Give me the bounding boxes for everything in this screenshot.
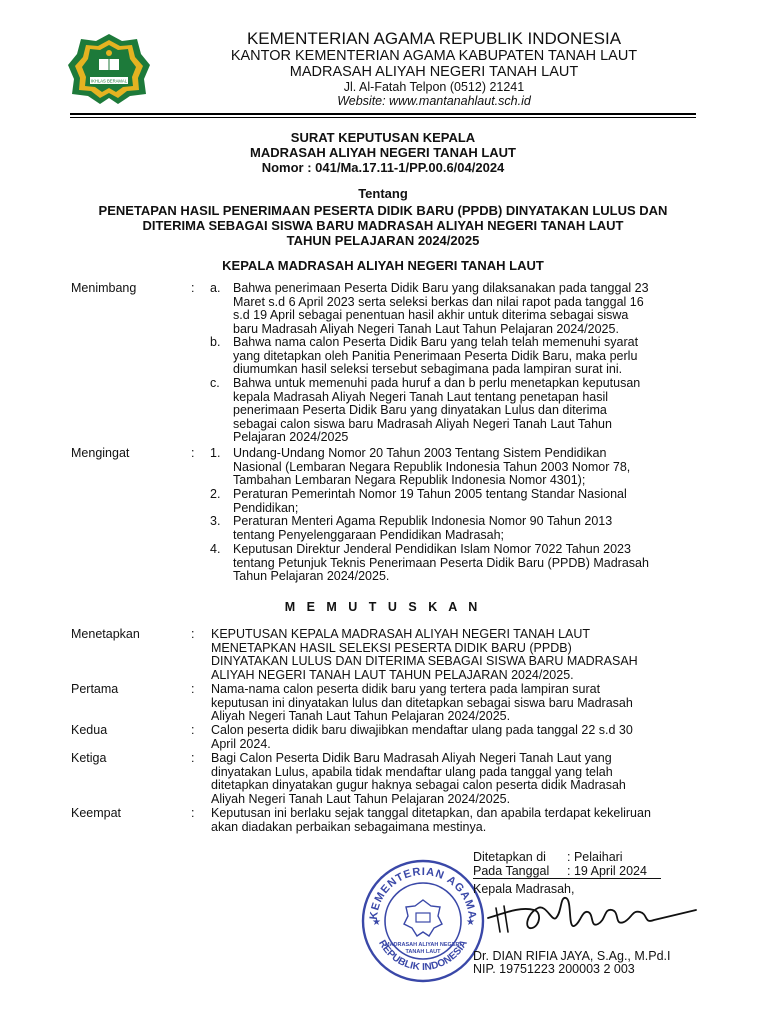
body-line: Maret s.d 6 April 2023 serta seleksi berkas dan nilai rapot pada tanggal 16	[233, 294, 644, 309]
stamp-inner-text-1: MADRASAH ALIYAH NEGERI	[385, 942, 461, 948]
body-line: penerimaan Peserta Didik Baru yang dinyatakan Lulus dan diterima	[233, 403, 607, 417]
letterhead-website: Website: www.mantanahlaut.sch.id	[337, 94, 531, 108]
colon: :	[191, 751, 195, 765]
body-line: keputusan ini dinyatakan lulus dan ditetapkan sebagai siswa baru Madrasah	[211, 695, 633, 710]
body-line: Calon peserta didik baru diwajibkan mendaftar ulang pada tanggal 22 s.d 30	[211, 723, 633, 737]
body-line: Bagi Calon Peserta Didik Baru Madrasah Aliyah Negeri Tanah Laut yang	[211, 751, 612, 765]
decision-label: Kedua	[71, 723, 108, 737]
item-marker: b.	[210, 335, 221, 349]
body-line: Nasional (Lembaran Negara Republik Indonesia Tahun 2003 Nomor 78,	[233, 459, 631, 474]
place-value: : Pelaihari	[567, 850, 623, 864]
issuing-authority: KEPALA MADRASAH ALIYAH NEGERI TANAH LAUT	[222, 258, 544, 273]
stamp-top-text: KEMENTERIAN AGAMA	[367, 865, 479, 921]
colon: :	[191, 281, 195, 295]
item-marker: 2.	[210, 487, 221, 501]
place-label: Ditetapkan di	[473, 850, 546, 864]
body-line: ALIYAH NEGERI TANAH LAUT TAHUN PELAJARAN 2024/2025.	[211, 667, 574, 682]
decree-title: SURAT KEPUTUSAN KEPALA	[290, 130, 476, 145]
body-line: diumumkan hasil seleksi tersebut sebagimana pada lampiran surat ini.	[233, 362, 623, 376]
colon: :	[191, 627, 195, 641]
body-line: Pelajaran 2024/2025	[233, 430, 349, 444]
subject-line-1: PENETAPAN HASIL PENERIMAAN PESERTA DIDIK BARU (PPDB) DINYATAKAN LULUS DAN	[98, 203, 668, 218]
body-line: Peraturan Menteri Agama Republik Indonesia Nomor 90 Tahun 2013	[233, 514, 613, 528]
decision-label: Pertama	[71, 682, 119, 696]
body-line: dinyatakan Lulus, apabila tidak mendaftar ulang pada tanggal yang telah	[211, 764, 613, 779]
decision-label: Ketiga	[71, 751, 107, 765]
body-line: MENETAPKAN HASIL SELEKSI PESERTA DIDIK BARU (PPDB)	[211, 640, 572, 655]
body-line: tentang Penyelenggaraan Pendidikan Madrasah;	[233, 527, 505, 542]
letterhead-address: Jl. Al-Fatah Telpon (0512) 21241	[343, 80, 525, 94]
body-line: DINYATAKAN LULUS DAN DITERIMA SEBAGAI SISWA BARU MADRASAH	[211, 654, 638, 668]
date-label: Pada Tanggal	[473, 864, 550, 878]
letterhead-school: MADRASAH ALIYAH NEGERI TANAH LAUT	[289, 64, 579, 80]
letterhead-office: KANTOR KEMENTERIAN AGAMA KABUPATEN TANAH LAUT	[230, 48, 638, 64]
stamp-inner-text-2: TANAH LAUT	[405, 949, 441, 955]
signer-position: Kepala Madrasah,	[473, 882, 575, 896]
letterhead-rule-thick	[70, 113, 696, 115]
item-marker: 3.	[210, 514, 221, 528]
body-line: Nama-nama calon peserta didik baru yang tertera pada lampiran surat	[211, 682, 601, 696]
stamp-star-left: ★	[372, 917, 381, 928]
signer-nip: NIP. 19751223 200003 2 003	[473, 962, 635, 976]
item-marker: 4.	[210, 542, 221, 556]
logo-motto: IKHLAS BERAMAL	[90, 78, 128, 84]
body-line: tentang Petunjuk Teknis Penerimaan Peserta Didik Baru (PPDB) Madrasah	[233, 555, 649, 570]
body-line: Bahwa untuk memenuhi pada huruf a dan b perlu menetapkan keputusan	[233, 376, 641, 390]
signature-block	[473, 850, 661, 896]
body-line: Undang-Undang Nomor 20 Tahun 2003 Tentang Sistem Pendidikan	[233, 446, 607, 460]
body-line: Keputusan ini berlaku sejak tanggal ditetapkan, dan apabila terdapat kekeliruan	[211, 806, 651, 820]
stamp-bottom-text: REPUBLIK INDONESIA	[376, 938, 470, 974]
date-value: : 19 April 2024	[567, 864, 647, 878]
letterhead-ministry: KEMENTERIAN AGAMA REPUBLIK INDONESIA	[246, 29, 622, 48]
body-line: akan diadakan perbaikan sebagaimana mestinya.	[211, 819, 487, 834]
body-line: Bahwa penerimaan Peserta Didik Baru yang dilaksanakan pada tanggal 23	[233, 281, 649, 295]
mengingat-label: Mengingat	[71, 446, 130, 460]
official-stamp	[360, 858, 486, 984]
body-line: KEPUTUSAN KEPALA MADRASAH ALIYAH NEGERI TANAH LAUT	[211, 627, 591, 641]
tentang-label: Tentang	[358, 186, 408, 201]
menimbang-label: Menimbang	[71, 281, 137, 295]
decree-title-school: MADRASAH ALIYAH NEGERI TANAH LAUT	[249, 145, 517, 160]
body-line: Aliyah Negeri Tanah Laut Tahun Pelajaran 2024/2025.	[211, 709, 511, 723]
letterhead-rule-thin	[70, 117, 696, 118]
decision-label: Menetapkan	[71, 627, 140, 641]
subject-line-3: TAHUN PELAJARAN 2024/2025	[286, 233, 480, 248]
subject-line-2: DITERIMA SEBAGAI SISWA BARU MADRASAH ALIYAH NEGERI TANAH LAUT	[142, 218, 624, 233]
colon: :	[191, 682, 195, 696]
colon: :	[191, 723, 195, 737]
ministry-logo	[66, 32, 152, 106]
body-line: baru Madrasah Aliyah Negeri Tanah Laut Tahun Pelajaran 2024/2025.	[233, 321, 619, 336]
colon: :	[191, 806, 195, 820]
item-marker: c.	[210, 376, 220, 390]
stamp-star-right: ★	[466, 917, 475, 928]
body-line: April 2024.	[211, 736, 271, 751]
body-line: Keputusan Direktur Jenderal Pendidikan Islam Nomor 7022 Tahun 2023	[233, 542, 631, 556]
body-line: Aliyah Negeri Tanah Laut Tahun Pelajaran 2024/2025.	[211, 791, 511, 806]
body-line: kepala Madrasah Aliyah Negeri Tanah Laut tentang penetapan hasil	[233, 389, 609, 404]
body-line: sebagai calon siswa baru Madrasah Aliyah Negeri Tanah Laut Tahun	[233, 416, 612, 431]
memutuskan-heading: M E M U T U S K A N	[284, 600, 482, 614]
body-line: ditetapkan dinyatakan gugur haknya sebagai calon peserta didik Madrasah	[211, 778, 626, 792]
body-line: Bahwa nama calon Peserta Didik Baru yang telah telah memenuhi syarat	[233, 335, 639, 349]
body-line: Peraturan Pemerintah Nomor 19 Tahun 2005 tentang Standar Nasional	[233, 487, 627, 501]
decree-number: Nomor : 041/Ma.17.11-1/PP.00.6/04/2024	[261, 160, 505, 175]
signer-name: Dr. DIAN RIFIA JAYA, S.Ag., M.Pd.I	[473, 949, 671, 963]
colon: :	[191, 446, 195, 460]
decision-label: Keempat	[71, 806, 122, 820]
body-line: Tambahan Lembaran Negara Republik Indonesia Nomor 4301);	[233, 473, 586, 487]
body-line: Pendidikan;	[233, 500, 299, 515]
body-line: Tahun Pelajaran 2024/2025.	[233, 569, 390, 583]
body-line: yang ditetapkan oleh Panitia Penerimaan Peserta Didik Baru, maka perlu	[233, 348, 638, 363]
item-marker: a.	[210, 281, 221, 295]
body-line: s.d 19 April sebagai penentuan hasil akhir untuk diterima sebagai siswa	[233, 308, 629, 322]
item-marker: 1.	[210, 446, 221, 460]
